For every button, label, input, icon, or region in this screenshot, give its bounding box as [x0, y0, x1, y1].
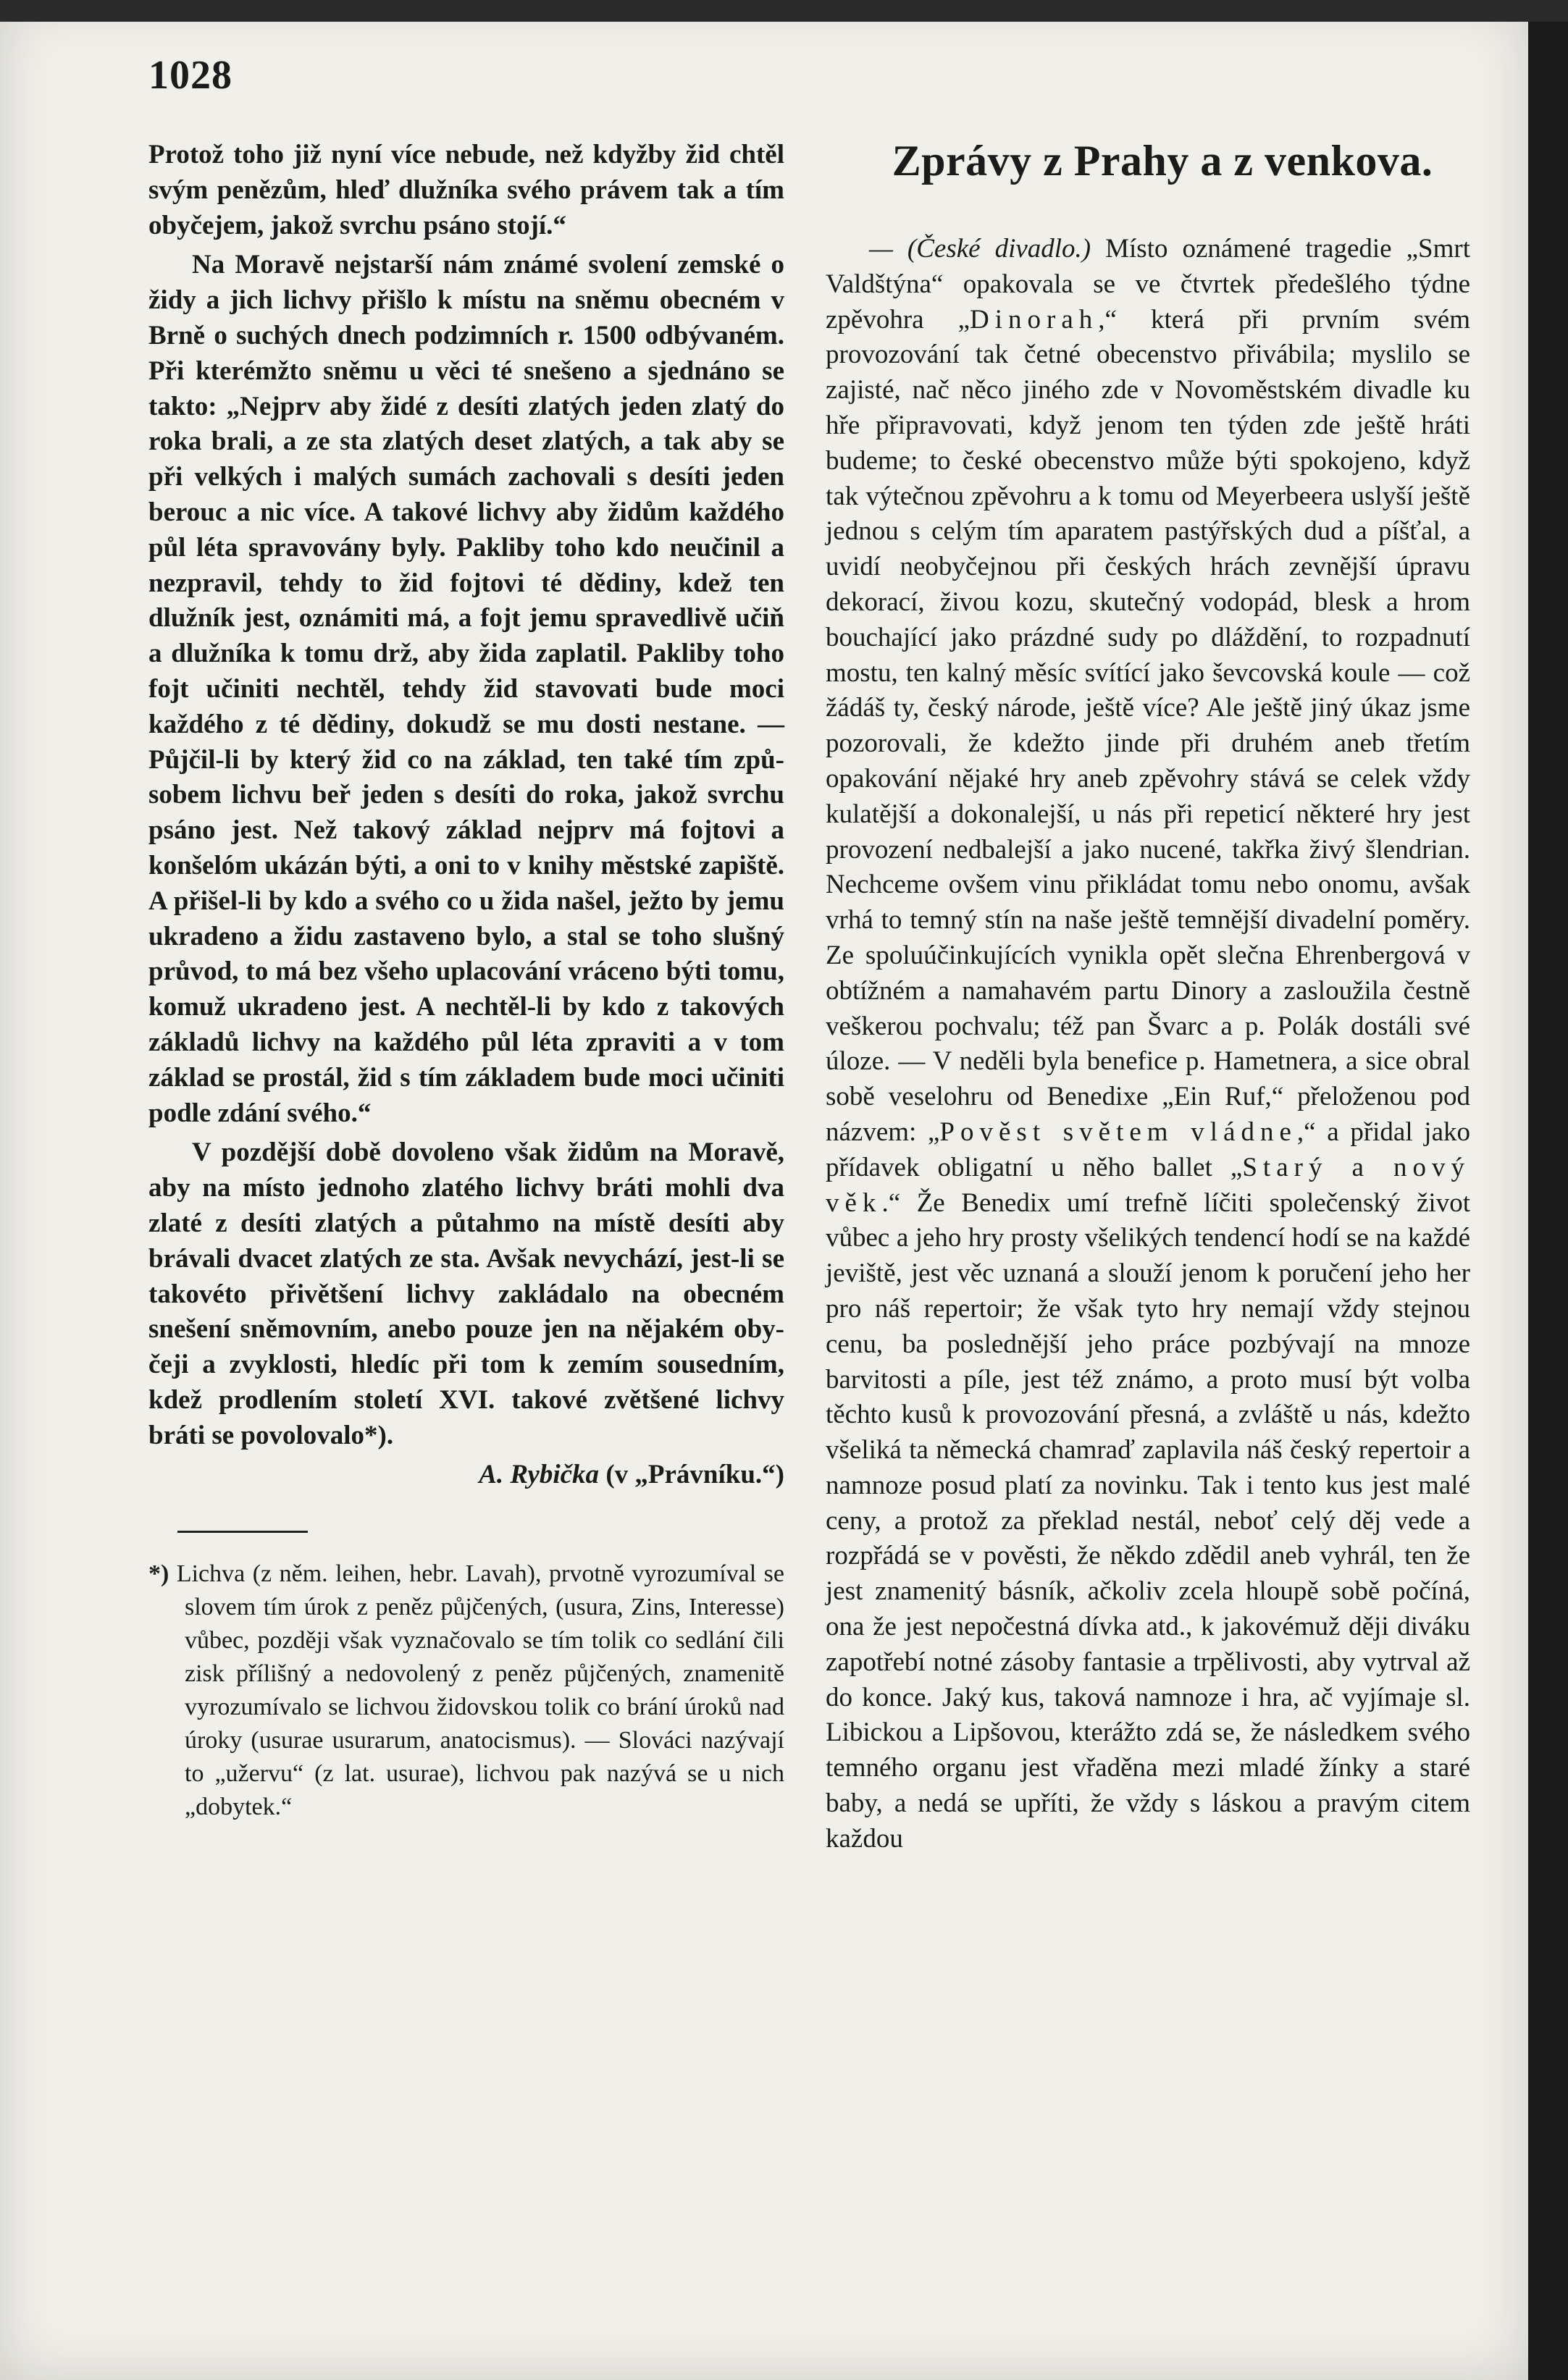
- report-text-a: Místo oznámené tragedie „Smrt Valdštýna“ opakovala se ve čtvrtek předešlého týdne zpěvohra „: [826, 234, 1470, 335]
- left-column: [148, 138, 784, 1824]
- title-povest: Pověst světem vládne: [939, 1117, 1297, 1147]
- report-text-d: .“ Že Benedix umí trefně líčiti společenský život vůbec a jeho hry prosty všelikých tendencí hodí se na každé jeviště, jest věc uznaná a slouží jenom k poručení jeho her pro náš repertoir; že však tyto hry nemají vždy stejnou cenu, ba poslednější jeho práce pozbývají na mnoze barvitosti a píle, jest též známo, a proto musí být volba těchto kusů k provozování přesná, a zvláště u nás, kdežto všeliká ta německá chamraď zaplavila náš český repertoir a namnoze posud platí za novinku. Tak i tento kus jest malé ceny, a protož za překlad nestál, neboť celý děj vede a rozpřádá se v pověsti, že někdo zdědil aneb vyhrál, ten že jest znamenitý básník, ačkoliv zcela hloupě sobě počíná, ona že jest nepočestná dívka atd., k jakovémuž ději diváku zapotřebí notné zásoby fantasie a trpělivosti, aby vytrval až do konce. Jaký kus, taková namnoze i hra, ač vyjímaje sl. Libickou a Lipšovou, kterážto zdá se, že následkem svého temného organu jest vřaděna mezi mladé žínky a staré baby, a nedá se upříti, že vždy s láskou a pravým citem každou: [826, 1187, 1470, 1854]
- report-lead: — (České divadlo.): [869, 234, 1091, 264]
- paragraph-2: Na Moravě nejstarší nám známé svolení zemské o židy a jich lichvy přišlo k místu na sněmu obecném v Brně o suchých dnech podzimních r. 1500 odbývaném. Při kterémžto sněmu u věci té snešeno a sjednáno se takto: „Nejprv aby židé z desíti zlatých jeden zlatý do roka brali, a ze sta zlatých deset zlatých, a tak aby se při velkých i malých sumách zachovali s desíti jeden berouc a nic více. A takové lichvy aby židům každého půl léta spravovány byly. Pakliby toho kdo neučinil a nezpravil, tehdy to žid fojtovi té dědiny, kdež ten dlužník jest, oznámiti má, a fojt jemu spravedlivě učiň a dlužníka k tomu drž, aby žida zaplatil. Pakliby toho fojt učiniti nechtěl, tehdy žid stavovati bude moci každého z té dědiny, dokudž se mu dosti nestane. — Půjčil-li by který žid co na základ, ten také tím způsobem lichvu beř jeden s desíti do roka, jakož svrchu psáno jest. Než takový základ nejprv má fojtovi a konšelóm ukázán býti, a oni to v knihy městské zapiště. A přišel-li by kdo a svého co u žida našel, ježto by jemu ukradeno a židu zastaveno bylo, a stal se toho slušný průvod, to má bez všeho uplacování vráceno býti tomu, komuž ukradeno jest. A nechtěl-li by kdo z takových základů lichvy na každého půl léta zpraviti a v tom základ se prostál, žid s tím základem bude moci učiniti podle zdání svého.“: [148, 250, 784, 1128]
- page-number: 1028: [148, 53, 232, 98]
- footnote-mark: *): [148, 1560, 169, 1588]
- report-text-c: ,“ a přidal jako přídavek obligatní u něho ballet „: [826, 1117, 1470, 1182]
- scan-top-edge: [0, 0, 1568, 22]
- paragraph-3: V pozdější době dovoleno však židům na Moravě, aby na místo jednoho zlatého lichvy bráti mohli dva zlaté z desíti zlatých a půtahmo na místě desíti aby brávali dvacet zlatých ze sta. Avšak nevychází, jest-li se takovéto přivětšení lichvy zakládalo na obecném snešení sněmovním, anebo pouze jen na nějakém obyčeji a zvyklosti, hledíc při tom k zemím sousedním, kdež prodlením století XVI. takové zvětšené lichvy bráti se povolovalo*).: [148, 1138, 784, 1450]
- title-dinorah: Dinorah: [970, 304, 1099, 335]
- paragraph-1: Protož toho již nyní více nebude, než kdyžby žid chtěl svým penězům, hleď dlužníka svého právem tak a tím obyčejem, jakož svrchu psáno stojí.“: [148, 140, 784, 240]
- author-signature: [148, 1458, 784, 1493]
- theatre-report: [826, 232, 1470, 1857]
- footnote: [148, 1557, 784, 1824]
- footnote-divider: [177, 1531, 308, 1533]
- report-text-b: ,“ která při prvním svém provozování tak četné obecenstvo přivábila; myslilo se zajisté, nač něco jiného zde v Novoměstském divadle ku hře připravovati, když jenom ten týden zde ještě hráti budeme; to české obecenstvo může býti spokojeno, když tak výtečnou zpěvohru a k tomu od Meyerbeera uslyší ještě jednou s celým tím aparatem pastýřských dud a píšťal, a uvidí neobyčejnou při českých hrách zevnější úpravu dekorací, živou kozu, skutečný vodopád, blesk a hrom bouchající jako prázdné sudy po dláždění, to rozpadnutí mostu, ten kalný měsíc svítící jako ševcovská koule — což žádáš ty, český národe, ještě více? Ale ještě jiný úkaz jsme pozorovali, že kdežto jinde při druhém aneb třetím opakování nějaké hry aneb zpěvohry stává se celek vždy kulatější a dokonalejší, u nás při repeticí některé hry jest provození nedbalejší a jako nucené, takřka živý šlendrian. Nechceme ovšem vinu přikládat tomu nebo onomu, avšak vrhá to temný stín na naše ještě temnější divadelní poměry. Ze spoluúčinkujících vynikla opět slečna Ehrenbergová v obtížném a namahavém partu Dinory a zasloužila čestně veškerou pochvalu; též pan Švarc a p. Polák dostáli své úloze. — V neděli byla benefice p. Hametnera, a sice obral sobě veselohru od Benedixe „Ein Ruf,“ přeloženou pod názvem: „: [826, 304, 1471, 1147]
- author-name: A. Rybička: [479, 1460, 600, 1490]
- section-title: Zprávy z Prahy a z venkova.: [892, 137, 1433, 185]
- right-column: [826, 232, 1470, 1857]
- author-source: (v „Právníku.“): [605, 1460, 784, 1490]
- footnote-text: Lichva (z něm. leihen, hebr. Lavah), prvotně vyrozumíval se slovem tím úrok z peněz půjčených, (usura, Zins, Interesse) vůbec, později však vyznačovalo se tím tolik co sedlání čili zisk přílišný a nedovolený z peněz půjčených, znamenitě vyrozumívalo se lichvou židovskou tolik co brání úroků nad úroky (usurae usurarum, anatocismus). — Slováci nazývají to „užervu“ (z lat. usurae), lichvou pak nazývá se u nich „dobytek.“: [176, 1560, 784, 1821]
- title-stary-novy-vek: Starý a nový věk: [826, 1152, 1470, 1218]
